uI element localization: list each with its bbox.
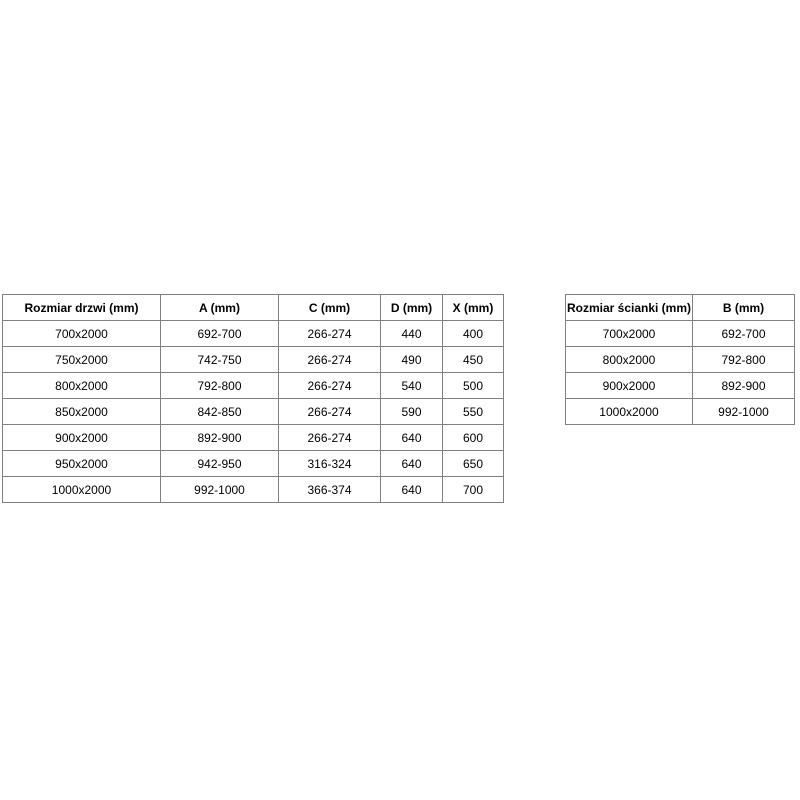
table-row bbox=[3, 347, 504, 373]
column-header: A (mm) bbox=[161, 295, 279, 321]
table-cell: 950x2000 bbox=[3, 451, 161, 477]
table-row bbox=[3, 399, 504, 425]
table-cell: 266-274 bbox=[279, 373, 381, 399]
table-cell: 692-700 bbox=[693, 321, 795, 347]
table-cell: 800x2000 bbox=[3, 373, 161, 399]
table-cell: 266-274 bbox=[279, 347, 381, 373]
table-cell: 892-900 bbox=[693, 373, 795, 399]
table-row bbox=[566, 373, 795, 399]
table-cell: 992-1000 bbox=[693, 399, 795, 425]
column-header: C (mm) bbox=[279, 295, 381, 321]
table-cell: 640 bbox=[381, 425, 443, 451]
table-cell: 600 bbox=[443, 425, 504, 451]
table-cell: 266-274 bbox=[279, 425, 381, 451]
table-cell: 540 bbox=[381, 373, 443, 399]
column-header: D (mm) bbox=[381, 295, 443, 321]
table-row bbox=[566, 321, 795, 347]
table-cell: 366-374 bbox=[279, 477, 381, 503]
column-header: Rozmiar ścianki (mm) bbox=[566, 295, 693, 321]
table-row bbox=[3, 373, 504, 399]
column-header: B (mm) bbox=[693, 295, 795, 321]
table-cell: 490 bbox=[381, 347, 443, 373]
table-row bbox=[566, 399, 795, 425]
table-cell: 650 bbox=[443, 451, 504, 477]
table-cell: 550 bbox=[443, 399, 504, 425]
column-header: X (mm) bbox=[443, 295, 504, 321]
table-cell: 842-850 bbox=[161, 399, 279, 425]
table-cell: 900x2000 bbox=[3, 425, 161, 451]
table-cell: 400 bbox=[443, 321, 504, 347]
table-cell: 640 bbox=[381, 451, 443, 477]
wall-size-table bbox=[565, 294, 795, 425]
table-cell: 316-324 bbox=[279, 451, 381, 477]
table-row bbox=[3, 321, 504, 347]
table-cell: 440 bbox=[381, 321, 443, 347]
table-cell: 800x2000 bbox=[566, 347, 693, 373]
table-cell: 742-750 bbox=[161, 347, 279, 373]
table-cell: 992-1000 bbox=[161, 477, 279, 503]
table-cell: 640 bbox=[381, 477, 443, 503]
table-row bbox=[3, 477, 504, 503]
door-size-table bbox=[2, 294, 504, 503]
table-cell: 700x2000 bbox=[566, 321, 693, 347]
table-cell: 1000x2000 bbox=[3, 477, 161, 503]
table-cell: 266-274 bbox=[279, 321, 381, 347]
table-row bbox=[566, 347, 795, 373]
table-cell: 700x2000 bbox=[3, 321, 161, 347]
table-row bbox=[3, 451, 504, 477]
table-row bbox=[3, 425, 504, 451]
table-cell: 590 bbox=[381, 399, 443, 425]
table-cell: 750x2000 bbox=[3, 347, 161, 373]
header-row bbox=[566, 295, 795, 321]
table-cell: 266-274 bbox=[279, 399, 381, 425]
table-cell: 700 bbox=[443, 477, 504, 503]
column-header: Rozmiar drzwi (mm) bbox=[3, 295, 161, 321]
table-cell: 450 bbox=[443, 347, 504, 373]
table-cell: 792-800 bbox=[693, 347, 795, 373]
table-cell: 692-700 bbox=[161, 321, 279, 347]
table-cell: 900x2000 bbox=[566, 373, 693, 399]
header-row bbox=[3, 295, 504, 321]
table-cell: 500 bbox=[443, 373, 504, 399]
table-cell: 942-950 bbox=[161, 451, 279, 477]
table-cell: 792-800 bbox=[161, 373, 279, 399]
table-cell: 850x2000 bbox=[3, 399, 161, 425]
table-cell: 892-900 bbox=[161, 425, 279, 451]
table-cell: 1000x2000 bbox=[566, 399, 693, 425]
